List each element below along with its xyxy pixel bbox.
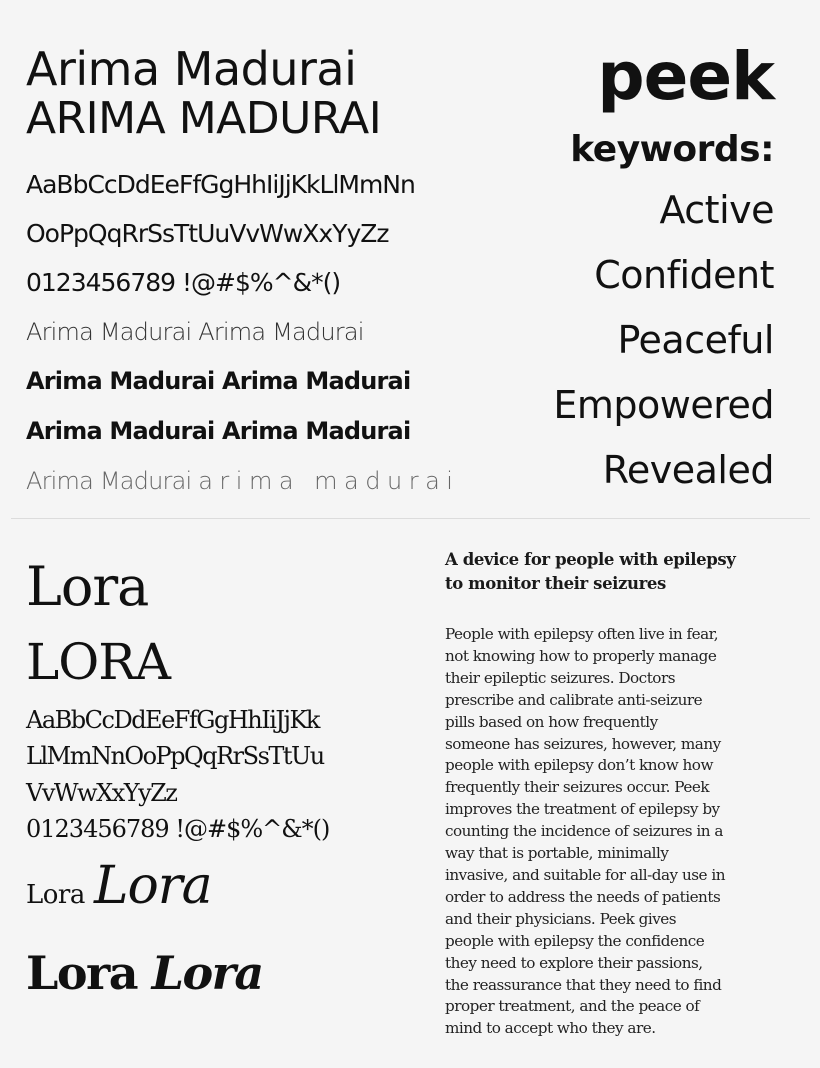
keywords-heading: keywords: <box>570 129 774 170</box>
arima-weight-thin <box>26 466 459 496</box>
body-line: counting the incidence of seizures in a <box>445 822 723 841</box>
body-line: someone has seizures, however, many <box>445 734 721 753</box>
body-line: People with epilepsy often live in fear, <box>445 625 719 643</box>
description-heading-line-1: A device for people with epilepsy <box>445 550 736 569</box>
peek-logo: peek <box>597 38 774 115</box>
lora-alphabet-line-3: VvWwXxYyZz <box>26 779 177 807</box>
body-line: their epileptic seizures. Doctors <box>445 668 675 687</box>
lora-alphabet-line-2: LlMmNnOoPpQqRrSsTtUu <box>26 742 324 770</box>
lora-regular-small-sample: Lora <box>26 880 85 910</box>
lora-title: Lora <box>26 555 149 618</box>
arima-numerals-line: 0123456789 !@#$%^&*() <box>26 268 341 297</box>
body-line: prescribe and calibrate anti-seizure <box>445 690 703 709</box>
arima-bold-sample: Arima Madurai <box>26 417 215 445</box>
description-body <box>445 624 790 1040</box>
lora-bold-italic-sample: Lora <box>151 946 263 1000</box>
body-line: improves the treatment of epilepsy by <box>445 800 720 819</box>
lora-bold-samples <box>26 938 263 1008</box>
body-line: not knowing how to properly manage <box>445 646 717 665</box>
arima-light-sample: Arima Madurai <box>198 318 364 346</box>
arima-weight-medium <box>26 366 410 396</box>
body-line: the reassurance that they need to find <box>445 975 722 994</box>
body-line: people with epilepsy the confidence <box>445 931 705 950</box>
body-line: pills based on how frequently <box>445 712 658 731</box>
lora-style-samples <box>26 856 212 928</box>
arima-alphabet-line-1: AaBbCcDdEeFfGgHhIiJjKkLlMmNn <box>26 170 415 199</box>
arima-title: Arima Madurai <box>26 42 357 96</box>
keyword-peaceful: Peaceful <box>617 318 774 362</box>
body-line: they need to explore their passions, <box>445 953 703 972</box>
arima-letterspaced-sample: arima madurai <box>198 467 460 495</box>
description-heading-line-2: to monitor their seizures <box>445 574 666 593</box>
body-line: way that is portable, minimally <box>445 844 669 863</box>
keyword-active: Active <box>659 188 774 232</box>
lora-caps-title: LORA <box>26 633 170 691</box>
keyword-revealed: Revealed <box>602 448 774 492</box>
arima-caps-title: ARIMA MADURAI <box>26 93 382 144</box>
arima-thin-sample: Arima Madurai <box>26 467 192 495</box>
body-line: order to address the needs of patients <box>445 887 721 906</box>
body-line: proper treatment, and the peace of <box>445 997 700 1016</box>
lora-numerals-line: 0123456789 !@#$%^&*() <box>26 815 330 843</box>
lora-italic-large-sample: Lora <box>93 856 212 916</box>
section-divider <box>11 518 810 519</box>
lora-alphabet-line-1: AaBbCcDdEeFfGgHhIiJjKk <box>26 706 319 734</box>
keyword-confident: Confident <box>594 253 774 297</box>
body-line: and their physicians. Peek gives <box>445 909 677 928</box>
arima-weight-light <box>26 317 364 347</box>
body-line: mind to accept who they are. <box>445 1019 656 1038</box>
keyword-empowered: Empowered <box>553 383 774 427</box>
arima-weight-bold <box>26 416 410 446</box>
product-description <box>445 548 790 1040</box>
arima-black-sample: Arima Madurai <box>221 417 411 445</box>
arima-semibold-sample: Arima Madurai <box>221 367 411 395</box>
body-line: people with epilepsy don’t know how <box>445 756 713 775</box>
peek-keywords-panel <box>553 36 774 503</box>
body-line: invasive, and suitable for all-day use in <box>445 865 725 884</box>
body-line: frequently their seizures occur. Peek <box>445 778 710 797</box>
arima-alphabet-line-2: OoPpQqRrSsTtUuVvWwXxYyZz <box>26 219 389 248</box>
arima-medium-sample: Arima Madurai <box>26 367 215 395</box>
arima-extralight-sample: Arima Madurai <box>26 318 192 346</box>
description-heading <box>445 548 790 596</box>
lora-bold-sample: Lora <box>26 946 138 1000</box>
